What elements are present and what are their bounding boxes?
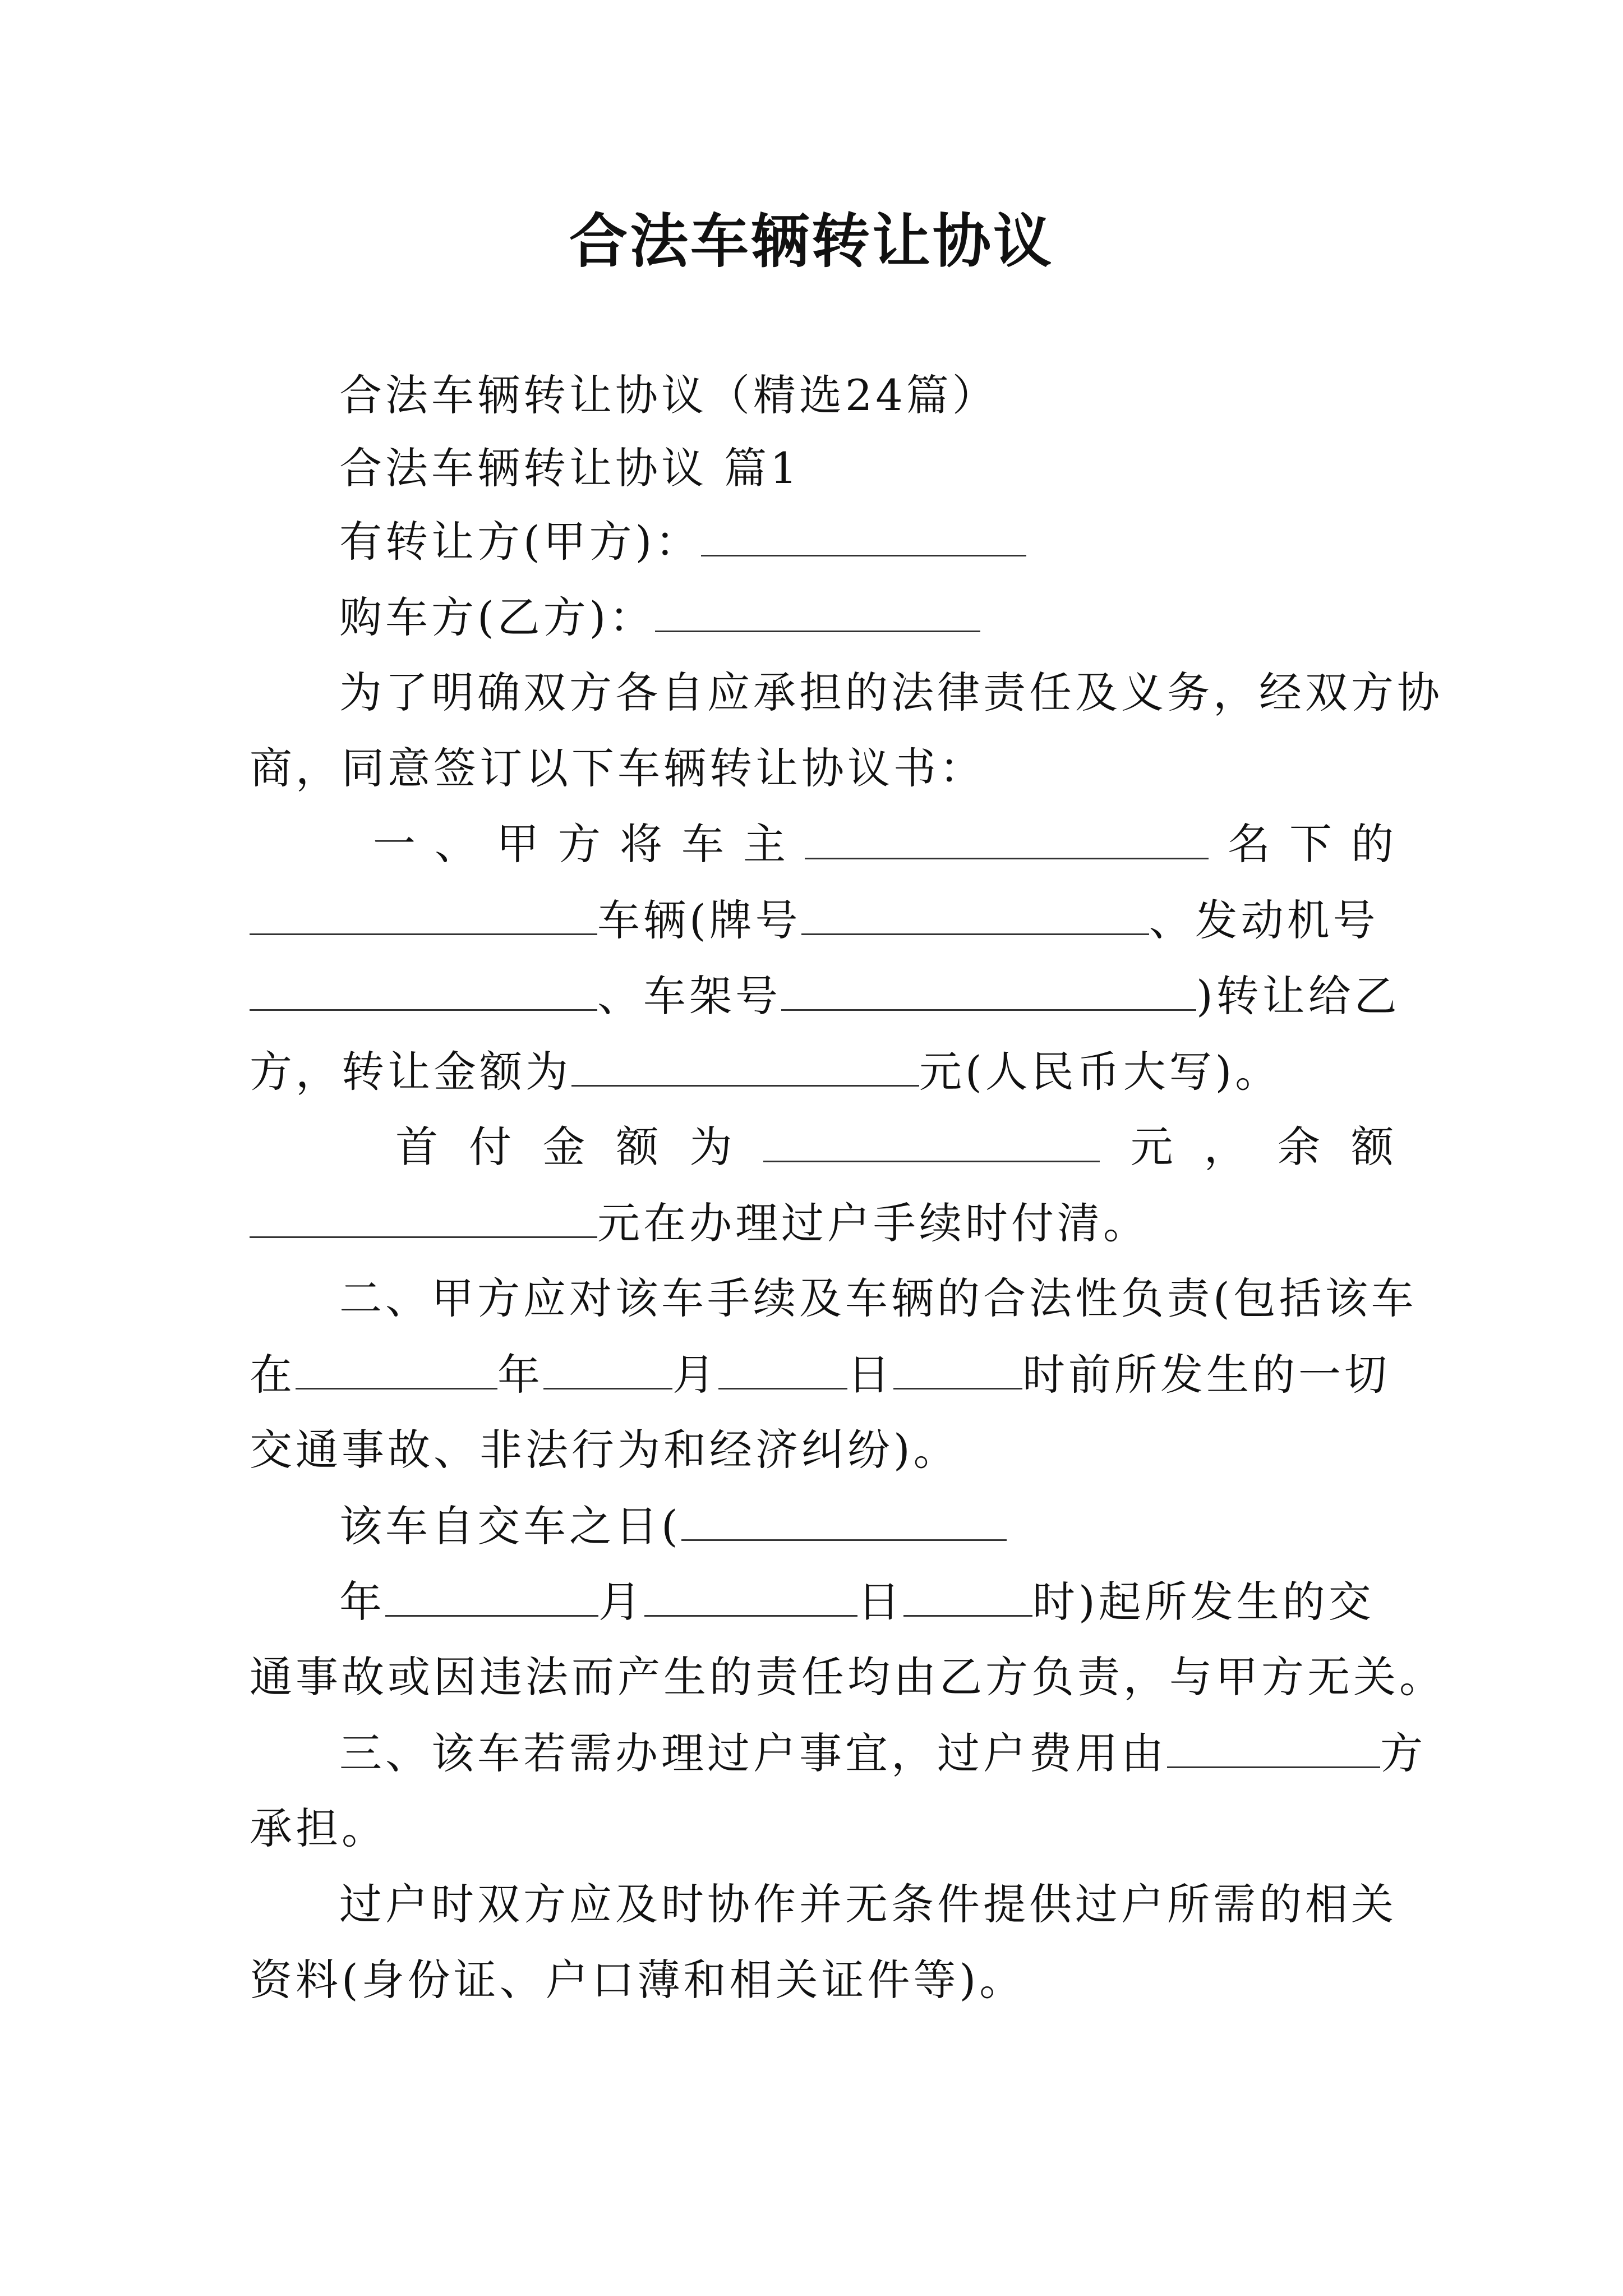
- document-title: 合法车辆转让协议: [569, 206, 1054, 275]
- payment-char: ，: [1204, 1122, 1247, 1172]
- transferor-line: [339, 513, 1394, 570]
- payment-char: 额: [616, 1122, 659, 1172]
- hour-blank: [893, 1346, 1022, 1389]
- payment-char: 元: [1130, 1122, 1173, 1172]
- month-blank: [644, 1573, 857, 1617]
- handover-line1: [339, 1498, 1394, 1554]
- before-label: 时前所发生的一切: [1022, 1350, 1390, 1400]
- owner-blank: [805, 816, 1209, 859]
- clause3-line1: [339, 1725, 1426, 1782]
- transferor-label: 有转让方(甲方)：: [339, 517, 702, 567]
- engine-label: 、发动机号: [1149, 895, 1379, 945]
- after-label: 时)起所发生的交: [1032, 1577, 1375, 1627]
- clause3-line2: 承担。: [250, 1803, 388, 1853]
- clause1-char: 将: [620, 819, 662, 869]
- clause1-line4: [250, 1043, 1394, 1100]
- payment-char: 额: [1350, 1122, 1394, 1172]
- payment-char: 余: [1277, 1122, 1320, 1172]
- payment-line2: [250, 1195, 1394, 1251]
- engine-blank: [250, 968, 597, 1011]
- paragraph-line: 商，同意签订以下车辆转让协议书：: [250, 743, 985, 793]
- clause1-char: 车: [681, 819, 724, 869]
- balance-label: 元在办理过户手续时付清。: [597, 1198, 1149, 1248]
- transfer-label: )转让给乙: [1196, 971, 1400, 1021]
- clause1-char: 、: [435, 819, 477, 869]
- year-label: 年: [339, 1577, 385, 1627]
- month-label: 月: [672, 1350, 718, 1400]
- year-blank: [385, 1573, 598, 1617]
- amount-blank: [571, 1043, 919, 1087]
- clause1-line3: [250, 968, 1400, 1024]
- clause1-char: 主: [743, 819, 786, 869]
- section-heading: 合法车辆转让协议 篇1: [339, 443, 801, 493]
- clause2-line1: 二、甲方应对该车手续及车辆的合法性负责(包括该车: [339, 1273, 1417, 1323]
- payment-line1: [395, 1119, 1394, 1175]
- clause1-char: 名: [1228, 819, 1270, 869]
- frame-blank: [781, 968, 1196, 1011]
- paragraph-line: 为了明确双方各自应承担的法律责任及义务，经双方协: [339, 668, 1443, 717]
- year-label: 年: [497, 1350, 543, 1400]
- buyer-line: [339, 589, 1394, 646]
- clause2-line3: 交通事故、非法行为和经济纠纷)。: [250, 1425, 960, 1475]
- buyer-label: 购车方(乙方)：: [339, 592, 656, 642]
- down-payment-blank: [763, 1119, 1100, 1162]
- party-label: 方: [1380, 1728, 1426, 1778]
- day-blank: [718, 1346, 847, 1389]
- year-blank: [296, 1346, 497, 1389]
- frame-label: 、车架号: [597, 971, 781, 1021]
- payment-char: 付: [469, 1122, 512, 1172]
- fee-label: 三、该车若需办理过户事宜，过户费用由: [339, 1728, 1167, 1778]
- amount-label: 方，转让金额为: [250, 1047, 571, 1097]
- subtitle: 合法车辆转让协议（精选24篇）: [339, 370, 998, 420]
- plate-blank: [801, 892, 1149, 935]
- clause1-char: 一: [373, 819, 416, 869]
- day-label: 日: [847, 1350, 893, 1400]
- clause2-in: 在: [250, 1350, 296, 1400]
- handover-label: 该车自交车之日(: [339, 1501, 681, 1551]
- vehicle-blank: [250, 892, 597, 935]
- payment-char: 金: [542, 1122, 585, 1172]
- vehicle-label: 车辆(牌号: [597, 895, 801, 945]
- day-label: 日: [857, 1577, 903, 1627]
- cooperation-line2: 资料(身份证、户口薄和相关证件等)。: [250, 1955, 1026, 2005]
- clause1-char: 方: [558, 819, 601, 869]
- payment-char: 为: [689, 1122, 732, 1172]
- transferor-blank: [701, 513, 1026, 556]
- clause2-line2: [250, 1346, 1394, 1403]
- handover-line2: [339, 1573, 1394, 1630]
- clause1-char: 的: [1351, 819, 1394, 869]
- hour-blank: [903, 1573, 1032, 1617]
- fee-party-blank: [1167, 1725, 1380, 1768]
- clause1-line2: [250, 892, 1394, 949]
- cooperation-line1: 过户时双方应及时协作并无条件提供过户所需的相关: [339, 1879, 1397, 1929]
- handover-line3: 通事故或因违法而产生的责任均由乙方负责，与甲方无关。: [250, 1652, 1445, 1702]
- handover-blank: [681, 1498, 1007, 1541]
- clause1-line1: [373, 816, 1394, 872]
- clause1-char: 下: [1289, 819, 1332, 869]
- buyer-blank: [655, 589, 980, 632]
- clause1-char: 甲: [496, 819, 539, 869]
- month-label: 月: [598, 1577, 644, 1627]
- rmb-label: 元(人民币大写)。: [919, 1047, 1281, 1097]
- month-blank: [543, 1346, 672, 1389]
- balance-blank: [250, 1195, 597, 1238]
- payment-char: 首: [395, 1122, 438, 1172]
